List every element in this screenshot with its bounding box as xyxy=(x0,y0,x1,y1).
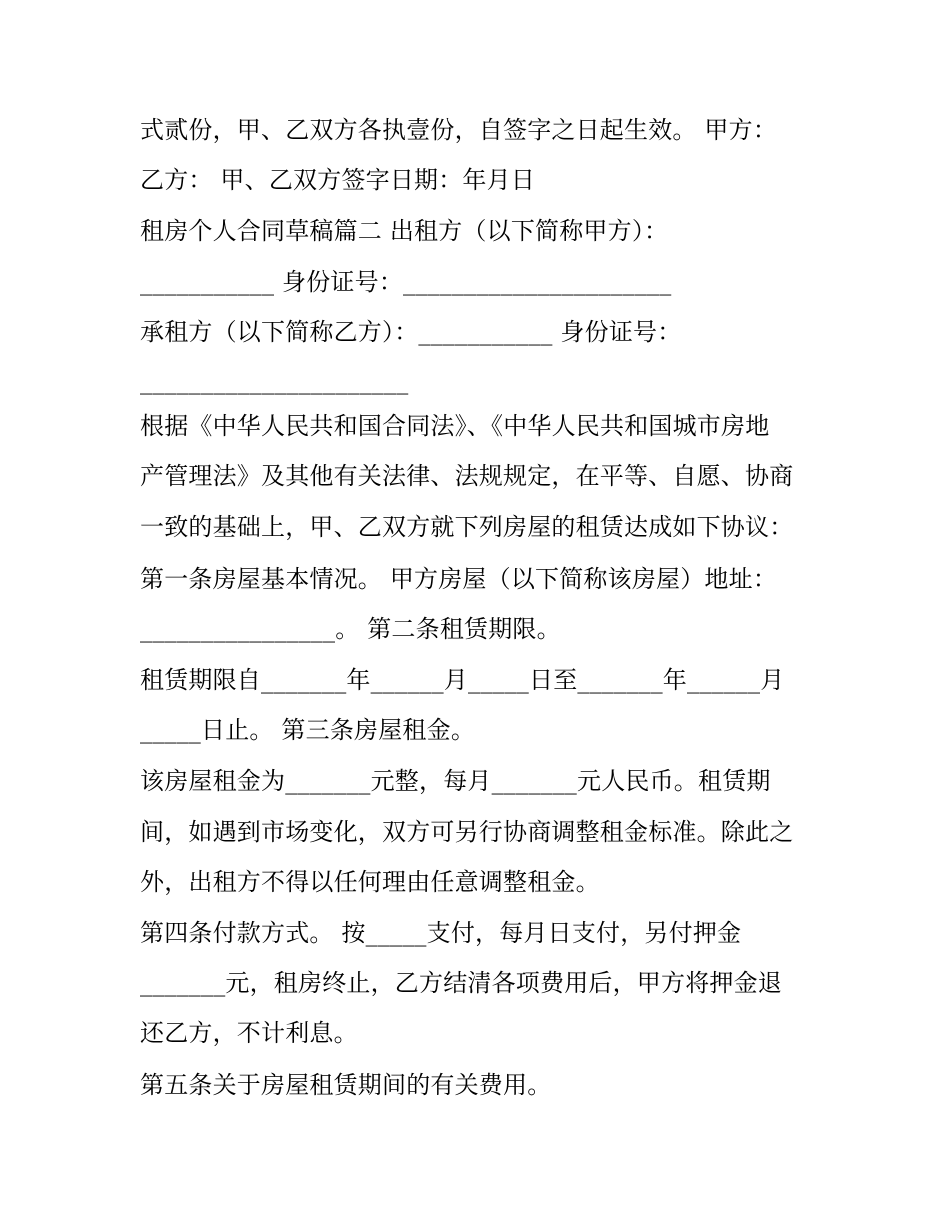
text-line-13: _____日止。 第三条房屋租金。 xyxy=(140,716,476,744)
text-line-7: 根据《中华人民共和国合同法》、《中华人民共和国城市房地 xyxy=(140,412,770,440)
text-line-15: 间，如遇到市场变化，双方可另行协商调整租金标准。除此之 xyxy=(140,818,794,846)
text-line-10: 第一条房屋基本情况。 甲方房屋（以下简称该房屋）地址： xyxy=(140,565,778,593)
text-line-11: ________________。 第二条租赁期限。 xyxy=(140,615,561,643)
text-line-18: _______元，租房终止，乙方结清各项费用后，甲方将押金退 xyxy=(140,969,782,997)
text-line-6: ______________________ xyxy=(140,367,409,395)
text-line-20: 第五条关于房屋租赁期间的有关费用。 xyxy=(140,1071,552,1099)
text-line-17: 第四条付款方式。 按_____支付，每月日支付，另付押金 xyxy=(140,919,742,947)
text-line-8: 产管理法》及其他有关法律、法规规定，在平等、自愿、协商 xyxy=(140,462,794,490)
text-line-5: 承租方（以下简称乙方）：___________ 身份证号： xyxy=(140,318,682,346)
text-line-19: 还乙方，不计利息。 xyxy=(140,1019,358,1047)
text-line-3: 租房个人合同草稿篇二 出租方（以下简称甲方）： xyxy=(140,217,669,245)
text-line-12: 租赁期限自_______年______月_____日至_______年______月 xyxy=(140,666,785,694)
text-line-16: 外，出租方不得以任何理由任意调整租金。 xyxy=(140,868,600,896)
text-line-14: 该房屋租金为_______元整，每月_______元人民币。租赁期 xyxy=(140,767,771,795)
text-line-1: 式贰份，甲、乙双方各执壹份，自签字之日起生效。 甲方： xyxy=(140,116,778,144)
text-line-9: 一致的基础上，甲、乙双方就下列房屋的租赁达成如下协议： xyxy=(140,513,794,541)
text-line-4: ___________ 身份证号：______________________ xyxy=(140,268,672,296)
text-line-2: 乙方： 甲、乙双方签字日期：年月日 xyxy=(140,166,536,194)
